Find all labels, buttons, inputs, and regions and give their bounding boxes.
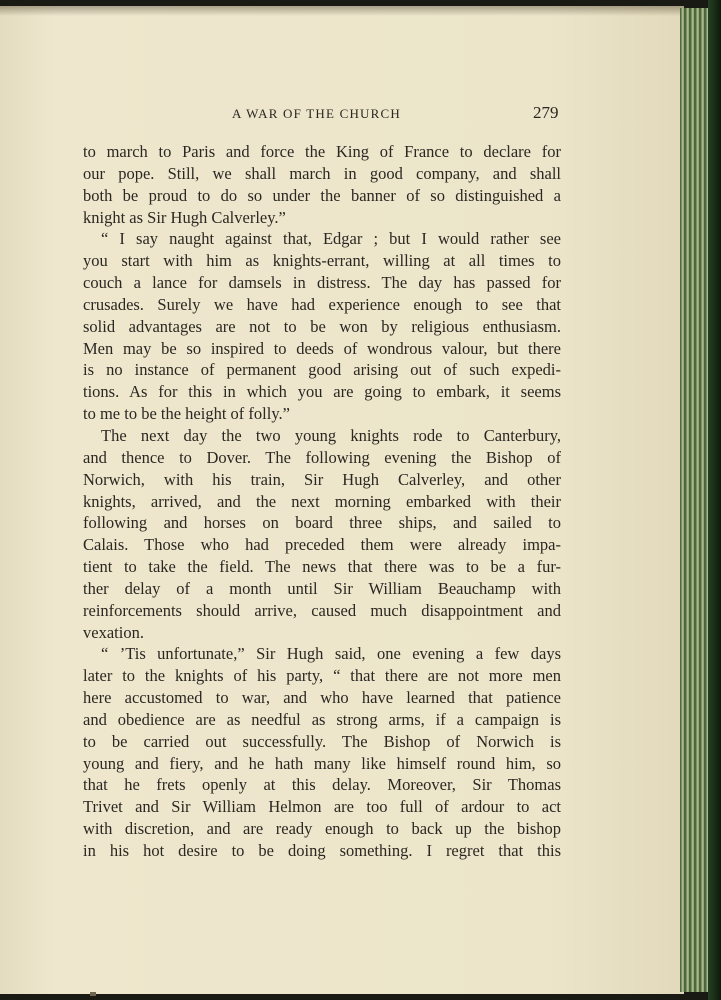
text-line: couch a lance for damsels in distress. The day has passed for — [83, 273, 561, 293]
text-line: our pope. Still, we shall march in good company, and shall — [83, 163, 561, 183]
text-line: and thence to Dover. The following evening the Bishop of — [83, 447, 561, 467]
text-line: you start with him as knights-errant, willing at all times to — [83, 251, 561, 271]
text-line: Trivet and Sir William Helmon are too full of ardour to act — [83, 797, 561, 817]
text-line: knight as Sir Hugh Calverley.” — [83, 207, 286, 227]
text-line: both be proud to do so under the banner of so distinguished a — [83, 185, 561, 205]
book-binding — [708, 0, 721, 1000]
text-line: knights, arrived, and the next morning embarked with their — [83, 491, 561, 511]
text-line: The next day the two young knights rode to Canterbury, — [101, 425, 561, 445]
text-line: to be carried out successfully. The Bishop of Norwich is — [83, 731, 561, 751]
text-line: to me to be the height of folly.” — [83, 404, 290, 424]
text-line: ther delay of a month until Sir William Beauchamp with — [83, 578, 561, 598]
text-line: with discretion, and are ready enough to back up the bishop — [83, 819, 561, 839]
text-line: tient to take the field. The news that there was to be a fur- — [83, 557, 561, 577]
text-line: “ ’Tis unfortunate,” Sir Hugh said, one evening a few days — [101, 644, 561, 664]
text-line: reinforcements should arrive, caused much disappointment and — [83, 600, 561, 620]
page-top-shadow — [0, 6, 684, 16]
text-line: and obedience are as needful as strong arms, if a campaign is — [83, 709, 561, 729]
text-line: Norwich, with his train, Sir Hugh Calverley, and other — [83, 469, 561, 489]
page-number: 279 — [533, 103, 559, 122]
text-line: tions. As for this in which you are going to embark, it seems — [83, 382, 561, 402]
text-line: later to the knights of his party, “ that there are not more men — [83, 666, 561, 686]
text-line: solid advantages are not to be won by religious enthusiasm. — [83, 316, 561, 336]
running-head: A WAR OF THE CHURCH — [232, 106, 401, 121]
text-line: here accustomed to war, and who have learned that patience — [83, 688, 561, 708]
text-line: crusades. Surely we have had experience enough to see that — [83, 294, 561, 314]
page-mark — [90, 992, 96, 996]
text-line: Calais. Those who had preceded them were already impa- — [83, 535, 561, 555]
text-line: young and fiery, and he hath many like himself round him, so — [83, 753, 561, 773]
text-line: following and horses on board three ships, and sailed to — [83, 513, 561, 533]
body-text — [83, 141, 561, 862]
text-line: vexation. — [83, 622, 144, 642]
text-line: “ I say naught against that, Edgar ; but I would rather see — [101, 229, 561, 249]
page-header — [0, 103, 684, 128]
text-line: Men may be so inspired to deeds of wondrous valour, but there — [83, 338, 561, 358]
text-line: is no instance of permanent good arising out of such expedi- — [83, 360, 561, 380]
book-page — [0, 6, 684, 994]
text-line: to march to Paris and force the King of France to declare for — [83, 142, 561, 161]
text-line: that he frets openly at this delay. Moreover, Sir Thomas — [83, 775, 561, 795]
text-line: in his hot desire to be doing something. I regret that this — [83, 841, 561, 860]
